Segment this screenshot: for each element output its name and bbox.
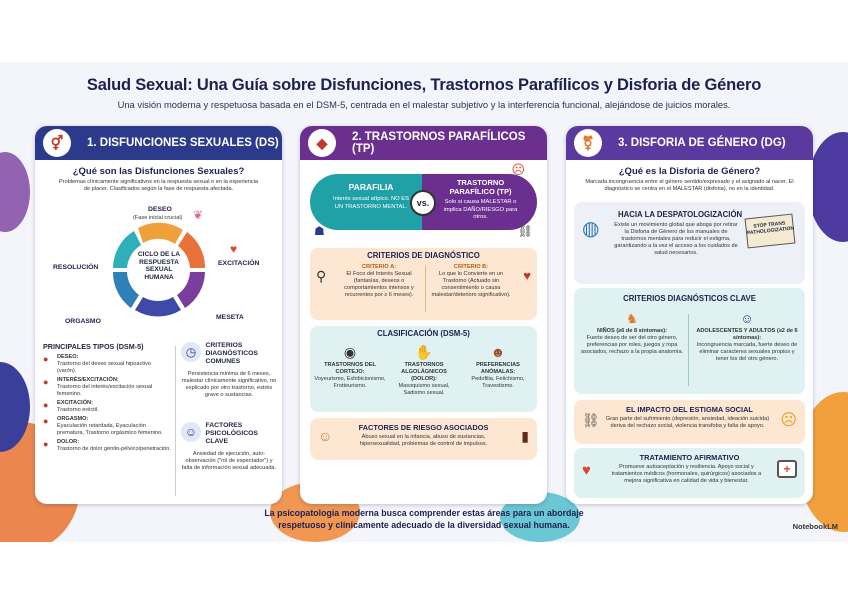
stigma-title: EL IMPACTO DEL ESTIGMA SOCIAL <box>626 405 753 414</box>
depat-title: HACIA LA DESPATOLOGIZACIÓN <box>618 210 743 219</box>
adults-criteria: ☺ ADOLESCENTES Y ADULTOS (≥2 de 6 síntomas): Incongruencia marcada, fuerte deseo de eliminar caracteres sexuales propios y tener los del otro género. <box>696 311 798 362</box>
type-item: ● ORGASMO: Eyaculación retardada, Eyaculación prematura, Trastorno orgásmico femenino. <box>43 415 163 436</box>
protest-sign: STOP TRANS PATHOLOGIZATION <box>745 214 796 249</box>
person-icon: ☺ <box>181 422 201 442</box>
divider <box>175 346 176 496</box>
comparison-banner <box>310 162 537 242</box>
magnifier-icon: ⚲ <box>316 268 327 284</box>
criterion-a: CRITERIO A: El Foco del Interés Sexual (fantasías, deseos o comportamientos intensos y recurrentes por ≥ 6 meses). <box>344 264 414 298</box>
risk-title: FACTORES DE RIESGO ASOCIADOS <box>358 423 489 432</box>
factors-section <box>181 422 277 472</box>
people-icon: ☻ <box>490 344 506 360</box>
phase-deseo: DESEO <box>148 206 172 213</box>
column-parafilicos <box>300 126 547 504</box>
section-question: ¿Qué son las Disfunciones Sexuales? <box>72 166 245 177</box>
vs-badge: vs. <box>410 190 436 216</box>
section-description: Problemas clínicamente significativos en la respuesta sexual o en la experiencia de placer. Clasificados según la fase de respuesta afectada. <box>59 179 258 192</box>
decor-blob <box>808 132 848 242</box>
heart-hand-icon: ♥ <box>582 462 591 479</box>
brain-icon: ❦ <box>193 208 204 222</box>
stigma-text: Gran parte del sufrimiento (depresión, ansiedad, ideación suicida) deriva del rechazo social, violencia transfoba y falta de apoyo. <box>605 416 770 429</box>
classification-box <box>310 326 537 412</box>
stopwatch-icon: ◷ <box>181 342 201 362</box>
type-item: ● DOLOR: Trastorno de dolor génito-pélvico/penetración. <box>43 438 171 452</box>
criteria-title: CRITERIOS DIAGNÓSTICOS COMUNES <box>205 342 258 365</box>
person-icon: ● <box>43 354 49 364</box>
person-icon: ☺ <box>318 428 333 444</box>
phase-deseo-note: (Fase inicial crucial) <box>133 215 183 221</box>
medical-kit-icon: + <box>777 460 797 478</box>
treatment-title: TRATAMIENTO AFIRMATIVO <box>639 453 740 462</box>
risk-box <box>310 418 537 460</box>
gender-symbols-icon: ⚧ <box>574 129 602 157</box>
phase-excitacion: EXCITACIÓN <box>218 260 260 267</box>
column-title: 3. DISFORIA DE GÉNERO (DG) <box>618 137 786 149</box>
person-icon: ● <box>43 415 49 426</box>
types-title: PRINCIPALES TIPOS (DSM-5) <box>43 342 144 351</box>
treatment-box <box>574 448 805 498</box>
phase-resolucion: RESOLUCIÓN <box>53 264 99 271</box>
factors-title: FACTORES PSICOLÓGICOS CLAVE <box>205 422 258 445</box>
types-section <box>43 342 171 453</box>
kids-criteria: ♞ NIÑOS (≥6 de 8 síntomas): Fuerte deseo de ser del otro género, preferencias por roles, juegos y ropa asociados, rechazo a la propia anatomía. <box>580 311 684 355</box>
class-item: ✋ TRASTORNOS ALGOLÁGNICOS (DOLOR): Masoquismo sexual, Sadismo sexual. <box>398 344 450 396</box>
criteria-box <box>574 288 805 394</box>
class-item: ◉ TRASTORNOS DEL CORTEJO: Voyeurismo, Exhibicionismo, Frotteurismo. <box>314 344 386 389</box>
infographic <box>0 62 848 542</box>
column-header <box>566 126 813 160</box>
globe-icon: ◍ <box>582 218 600 240</box>
divider <box>688 314 689 386</box>
person-laptop-icon: ☗ <box>314 224 325 238</box>
phase-orgasmo: ORGASMO <box>65 318 101 325</box>
criteria-section <box>181 342 277 399</box>
brand-logo: NotebookLM <box>792 522 838 531</box>
section-question: ¿Qué es la Disforia de Género? <box>618 166 761 177</box>
criteria-title: CRITERIOS DE DIAGNÓSTICO <box>367 251 480 260</box>
depat-text: Existe un movimiento global que aboga por retirar la Disforia de Género de los manuales de trastornos mentales para reducir el estigma, garantizando a la vez el acceso a los cuidados de salud necesarios. <box>614 222 738 256</box>
type-item: ● INTERÉS/EXCITACIÓN: Trastorno del interés/excitación sexual femenino. <box>43 376 153 397</box>
page-title: Salud Sexual: Una Guía sobre Disfunciones, Trastornos Parafílicos y Disforia de Género <box>86 76 762 94</box>
stigma-box <box>574 400 805 444</box>
criteria-title: CRITERIOS DIAGNÓSTICOS CLAVE <box>623 294 756 303</box>
decor-blob <box>0 152 30 232</box>
column-title: 1. DISFUNCIONES SEXUALES (DS) <box>87 137 279 149</box>
column-header <box>300 126 547 160</box>
toys-icon: ♞ <box>626 311 638 326</box>
parafilia-box: PARAFILIA Interés sexual atípico. NO ES UN TRASTORNO MENTAL. <box>310 174 426 230</box>
column-disforia <box>566 126 813 504</box>
column-disfunciones <box>35 126 282 504</box>
criteria-box <box>310 248 537 320</box>
broken-chain-icon: ⛓ <box>582 412 600 428</box>
bottle-icon: ▮ <box>521 428 529 444</box>
column-title: 2. TRASTORNOS PARAFÍLICOS (TP) <box>352 131 526 155</box>
handshake-icon: ✋ <box>415 344 433 360</box>
person-icon: ● <box>43 399 49 410</box>
criterion-b: CRITERIO B: Lo que lo Convierte en un Trastorno (Actuado sin consentimiento o causa malestar/deterioro significativo). <box>431 264 511 298</box>
phase-meseta: MESETA <box>216 314 244 321</box>
chain-icon: ⛓ <box>517 224 533 238</box>
person-icon: ● <box>43 438 49 449</box>
treatment-text: Promueve autoaceptación y resiliencia. Apoyo social y tratamientos médicos (hormonales, quirúrgicos) asociados a mejora significativa en calidad de vida y bienestar. <box>611 464 762 484</box>
class-item: ☻ PREFERENCIAS ANÓMALAS: Pedofilia, Fetichismo, Travestismo. <box>471 344 525 389</box>
broken-heart-icon: ♥ <box>523 268 531 283</box>
person-icon: ☺ <box>740 311 754 326</box>
heart-icon: ♥ <box>230 242 238 256</box>
type-item: ● DESEO: Trastorno del deseo sexual hipoactivo (varón). <box>43 354 152 374</box>
page-subtitle: Una visión moderna y respetuosa basada en el DSM-5, centrada en el malestar subjetivo y la interferencia funcional, alejándose de juicios morales. <box>117 99 731 110</box>
classification-title: CLASIFICACIÓN (DSM-5) <box>377 329 470 338</box>
criteria-text: Persistencia mínima de 6 meses, malestar clínicamente significativo, no explicado por otro trastorno, estrés grave o sustancias. <box>181 370 277 398</box>
tp-box: TRASTORNO PARAFÍLICO (TP) Solo si causa MALESTAR o implica DAÑO/RIESGO para otros. <box>422 174 537 230</box>
sad-face-icon: ☹ <box>511 162 525 177</box>
sad-face-icon: ☹ <box>780 412 797 429</box>
symbols-icon: ⚥ <box>43 129 71 157</box>
eye-icon: ◉ <box>343 344 357 360</box>
cycle-diagram <box>35 206 282 334</box>
footer-note: La psicopatología moderna busca comprender estas áreas para un abordaje respetuoso y clínicamente adecuado de la diversidad sexual humana. <box>264 508 584 530</box>
cycle-center-label: CICLO DE LA RESPUESTA SEXUAL HUMANA <box>137 251 181 281</box>
person-icon: ● <box>43 376 49 387</box>
type-item: ● EXCITACIÓN: Trastorno eréctil. <box>43 399 99 413</box>
factors-text: Ansiedad de ejecución, auto-observación ("rol de espectador") y falta de información sexual adecuada. <box>181 450 277 471</box>
divider <box>425 266 426 312</box>
depat-section <box>574 202 805 284</box>
section-description: Marcada incongruencia entre el género sentido/expresado y el asignado al nacer. El diagnóstico se centra en el MALESTAR (disforia), no en la identidad. <box>585 179 794 192</box>
risk-text: Abuso sexual en la infancia, abuso de sustancias, hipersexualidad, problemas de control de impulsos. <box>359 434 488 447</box>
mask-icon: ◆ <box>308 129 336 157</box>
column-header <box>35 126 282 160</box>
